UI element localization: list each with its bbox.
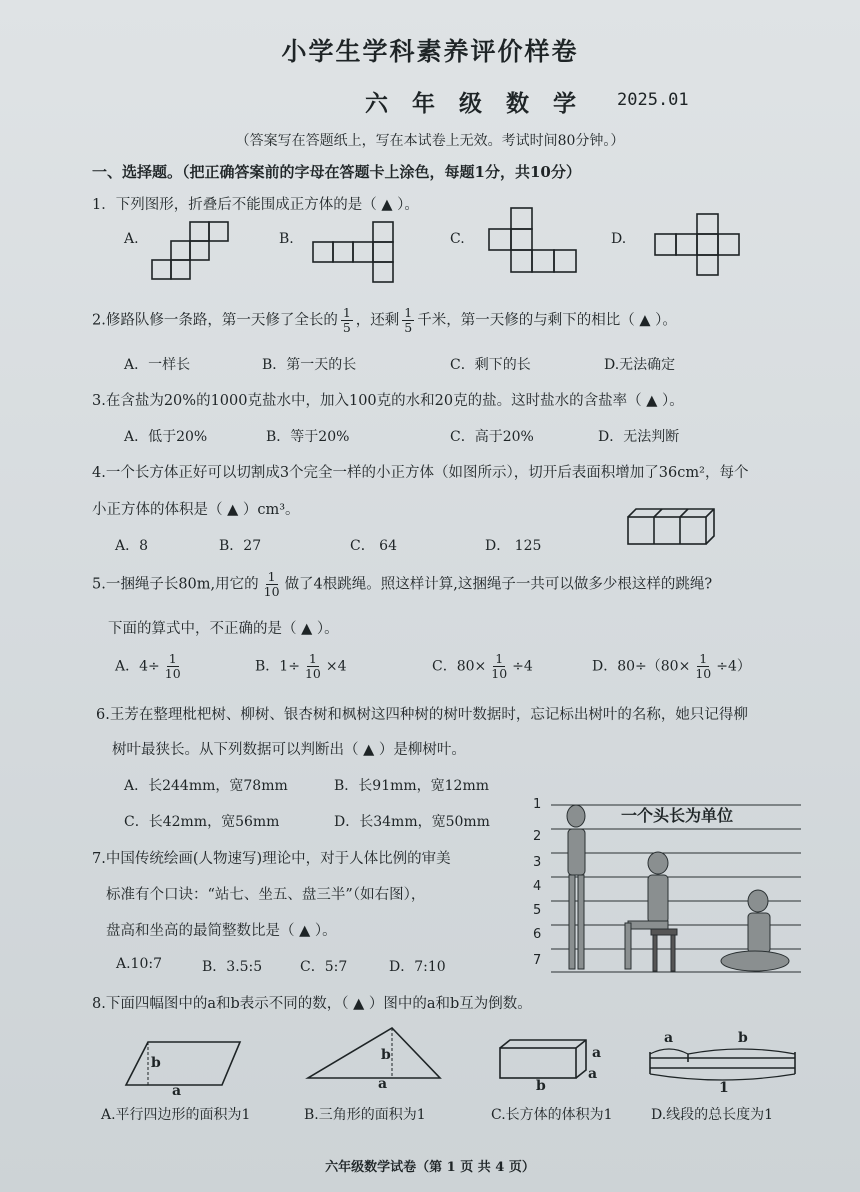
q3-option-c: C．高于20%	[450, 429, 534, 445]
exam-title: 小学生学科素养评价样卷	[281, 37, 579, 66]
q3-option-b: B．等于20%	[266, 429, 350, 445]
q8-caption-b: B.三角形的面积为1	[304, 1107, 426, 1123]
q2-text-mid: ，还剩	[355, 312, 400, 329]
q2-option-b: B．第一天的长	[262, 357, 357, 373]
q5-option-c-post: ÷4	[512, 658, 533, 675]
exam-subtitle: 六 年 级 数 学	[365, 90, 585, 117]
question-6-line-2: 树叶最狭长。从下列数据可以判断出（ ▲ ）是柳树叶。	[112, 742, 466, 758]
scale-label-4: 4	[533, 879, 542, 894]
q8c-label-b: b	[536, 1078, 546, 1094]
q2-option-c: C．剩下的长	[450, 357, 531, 373]
q1-label-d: D.	[611, 231, 627, 247]
section-heading: 一、选择题。（把正确答案前的字母在答题卡上涂色，每题1分，共10分）	[92, 163, 581, 181]
q2-fraction-2-num: 1	[404, 305, 413, 320]
q8-segments	[650, 1049, 795, 1080]
q5-text-pre: 5.一捆绳子长80m,用它的	[92, 576, 259, 593]
scale-label-6: 6	[533, 927, 542, 942]
q7-option-b: B．3.5:5	[202, 959, 263, 975]
q7-figure-title: 一个头长为单位	[621, 806, 734, 825]
scale-label-2: 2	[533, 829, 542, 844]
q8-caption-d: D.线段的总长度为1	[651, 1107, 774, 1123]
question-4-line-2: 小正方体的体积是（ ▲ ）cm³。	[92, 502, 300, 518]
q8a-label-b: b	[151, 1055, 161, 1071]
question-1: 1．下列图形，折叠后不能围成正方体的是（ ▲ ）。	[92, 197, 419, 213]
q6-option-b: B．长91mm，宽12mm	[334, 778, 490, 794]
page-footer: 六年级数学试卷（第 1 页 共 4 页）	[325, 1160, 535, 1175]
q5-option-d-post: ÷4）	[716, 658, 751, 675]
q8-caption-a: A.平行四边形的面积为1	[101, 1107, 251, 1123]
q7-option-a: A.10:7	[116, 956, 162, 972]
q2-text-pre: 2.修路队修一条路，第一天修了全长的	[92, 312, 338, 329]
q8d-label-one: 1	[719, 1080, 729, 1096]
scale-label-7: 7	[533, 953, 542, 968]
q3-option-a: A．低于20%	[124, 429, 208, 445]
q7-option-c: C．5:7	[300, 959, 348, 975]
q8-triangle	[308, 1028, 440, 1078]
q5-option-a-pre: A．4÷	[115, 658, 160, 675]
q3-option-d: D．无法判断	[598, 429, 680, 445]
q8c-label-a-side: a	[588, 1066, 598, 1082]
q6-option-c: C．长42mm，宽56mm	[124, 814, 280, 830]
q5-option-b-post: ×4	[325, 658, 347, 675]
q8a-label-a: a	[172, 1083, 182, 1099]
q8-cuboid	[500, 1040, 586, 1078]
question-3: 3.在含盐为20%的1000克盐水中，加入100克的水和20克的盐。这时盐水的含盐率（ ▲ ）。	[92, 393, 684, 409]
question-5-line-2: 下面的算式中，不正确的是（ ▲ ）。	[108, 621, 339, 637]
q2-option-d: D.无法确定	[604, 357, 676, 373]
q8d-label-a: a	[664, 1030, 674, 1046]
scale-label-3: 3	[533, 855, 542, 870]
exam-date: 2025.01	[617, 90, 689, 110]
question-7-line-1: 7.中国传统绘画(人物速写)理论中，对于人体比例的审美	[92, 851, 451, 867]
q5-option-c-den: 10	[491, 666, 508, 681]
q5-option-c-num: 1	[495, 651, 504, 666]
q2-text-post: 千米，第一天修的与剩下的相比（ ▲ ）。	[417, 312, 677, 329]
q5-option-d-den: 10	[695, 666, 712, 681]
q1-label-a: A.	[124, 231, 139, 247]
q8d-label-b: b	[738, 1030, 748, 1046]
q5-option-d-pre: D．80÷（80×	[592, 658, 691, 675]
question-7-line-3: 盘高和坐高的最简整数比是（ ▲ ）。	[106, 923, 337, 939]
q8-parallelogram	[126, 1042, 240, 1085]
q5-fraction-den: 10	[263, 584, 280, 599]
q4-option-d: D． 125	[485, 538, 542, 554]
q1-label-b: B.	[279, 231, 294, 247]
q1-label-c: C.	[450, 231, 465, 247]
q4-option-b: B．27	[219, 538, 262, 554]
q2-fraction-2-den: 5	[404, 320, 413, 335]
q5-option-b-pre: B．1÷	[255, 658, 300, 675]
q2-fraction-1-den: 5	[342, 320, 351, 335]
q5-text-post: 做了4根跳绳。照这样计算,这捆绳子一共可以做多少根这样的跳绳?	[284, 576, 713, 593]
q2-option-a: A．一样长	[124, 357, 191, 373]
question-8: 8.下面四幅图中的a和b表示不同的数，（ ▲ ）图中的a和b互为倒数。	[92, 996, 532, 1012]
q8-caption-c: C.长方体的体积为1	[491, 1107, 613, 1123]
q5-option-b-den: 10	[304, 666, 321, 681]
scale-label-5: 5	[533, 903, 542, 918]
q6-option-d: D．长34mm，宽50mm	[334, 814, 490, 830]
q8c-label-a-top: a	[592, 1045, 602, 1061]
question-6-line-1: 6.王芳在整理枇杷树、柳树、银杏树和枫树这四种树的树叶数据时，忘记标出树叶的名称，她只记得柳	[96, 707, 748, 723]
question-7-line-2: 标准有个口诀：“站七、坐五、盘三半”（如右图），	[106, 887, 426, 903]
q6-option-a: A．长244mm，宽78mm	[124, 778, 288, 794]
scale-label-1: 1	[533, 797, 542, 812]
q8b-label-b: b	[381, 1047, 391, 1063]
q4-option-a: A．8	[115, 538, 149, 554]
q5-option-c-pre: C．80×	[432, 658, 487, 675]
q7-option-d: D．7:10	[389, 959, 446, 975]
q5-fraction-num: 1	[267, 569, 276, 584]
q8b-label-a: a	[378, 1076, 388, 1092]
q2-fraction-1-num: 1	[342, 305, 351, 320]
exam-instruction: （答案写在答题纸上，写在本试卷上无效。考试时间80分钟。）	[235, 133, 625, 149]
q5-option-d-num: 1	[699, 651, 708, 666]
q5-option-a-num: 1	[168, 651, 177, 666]
q5-option-b-num: 1	[308, 651, 317, 666]
q4-option-c: C． 64	[350, 538, 397, 554]
question-4-line-1: 4.一个长方体正好可以切割成3个完全一样的小正方体（如图所示），切开后表面积增加了36cm²，每个	[92, 465, 749, 481]
q5-option-a-den: 10	[164, 666, 181, 681]
